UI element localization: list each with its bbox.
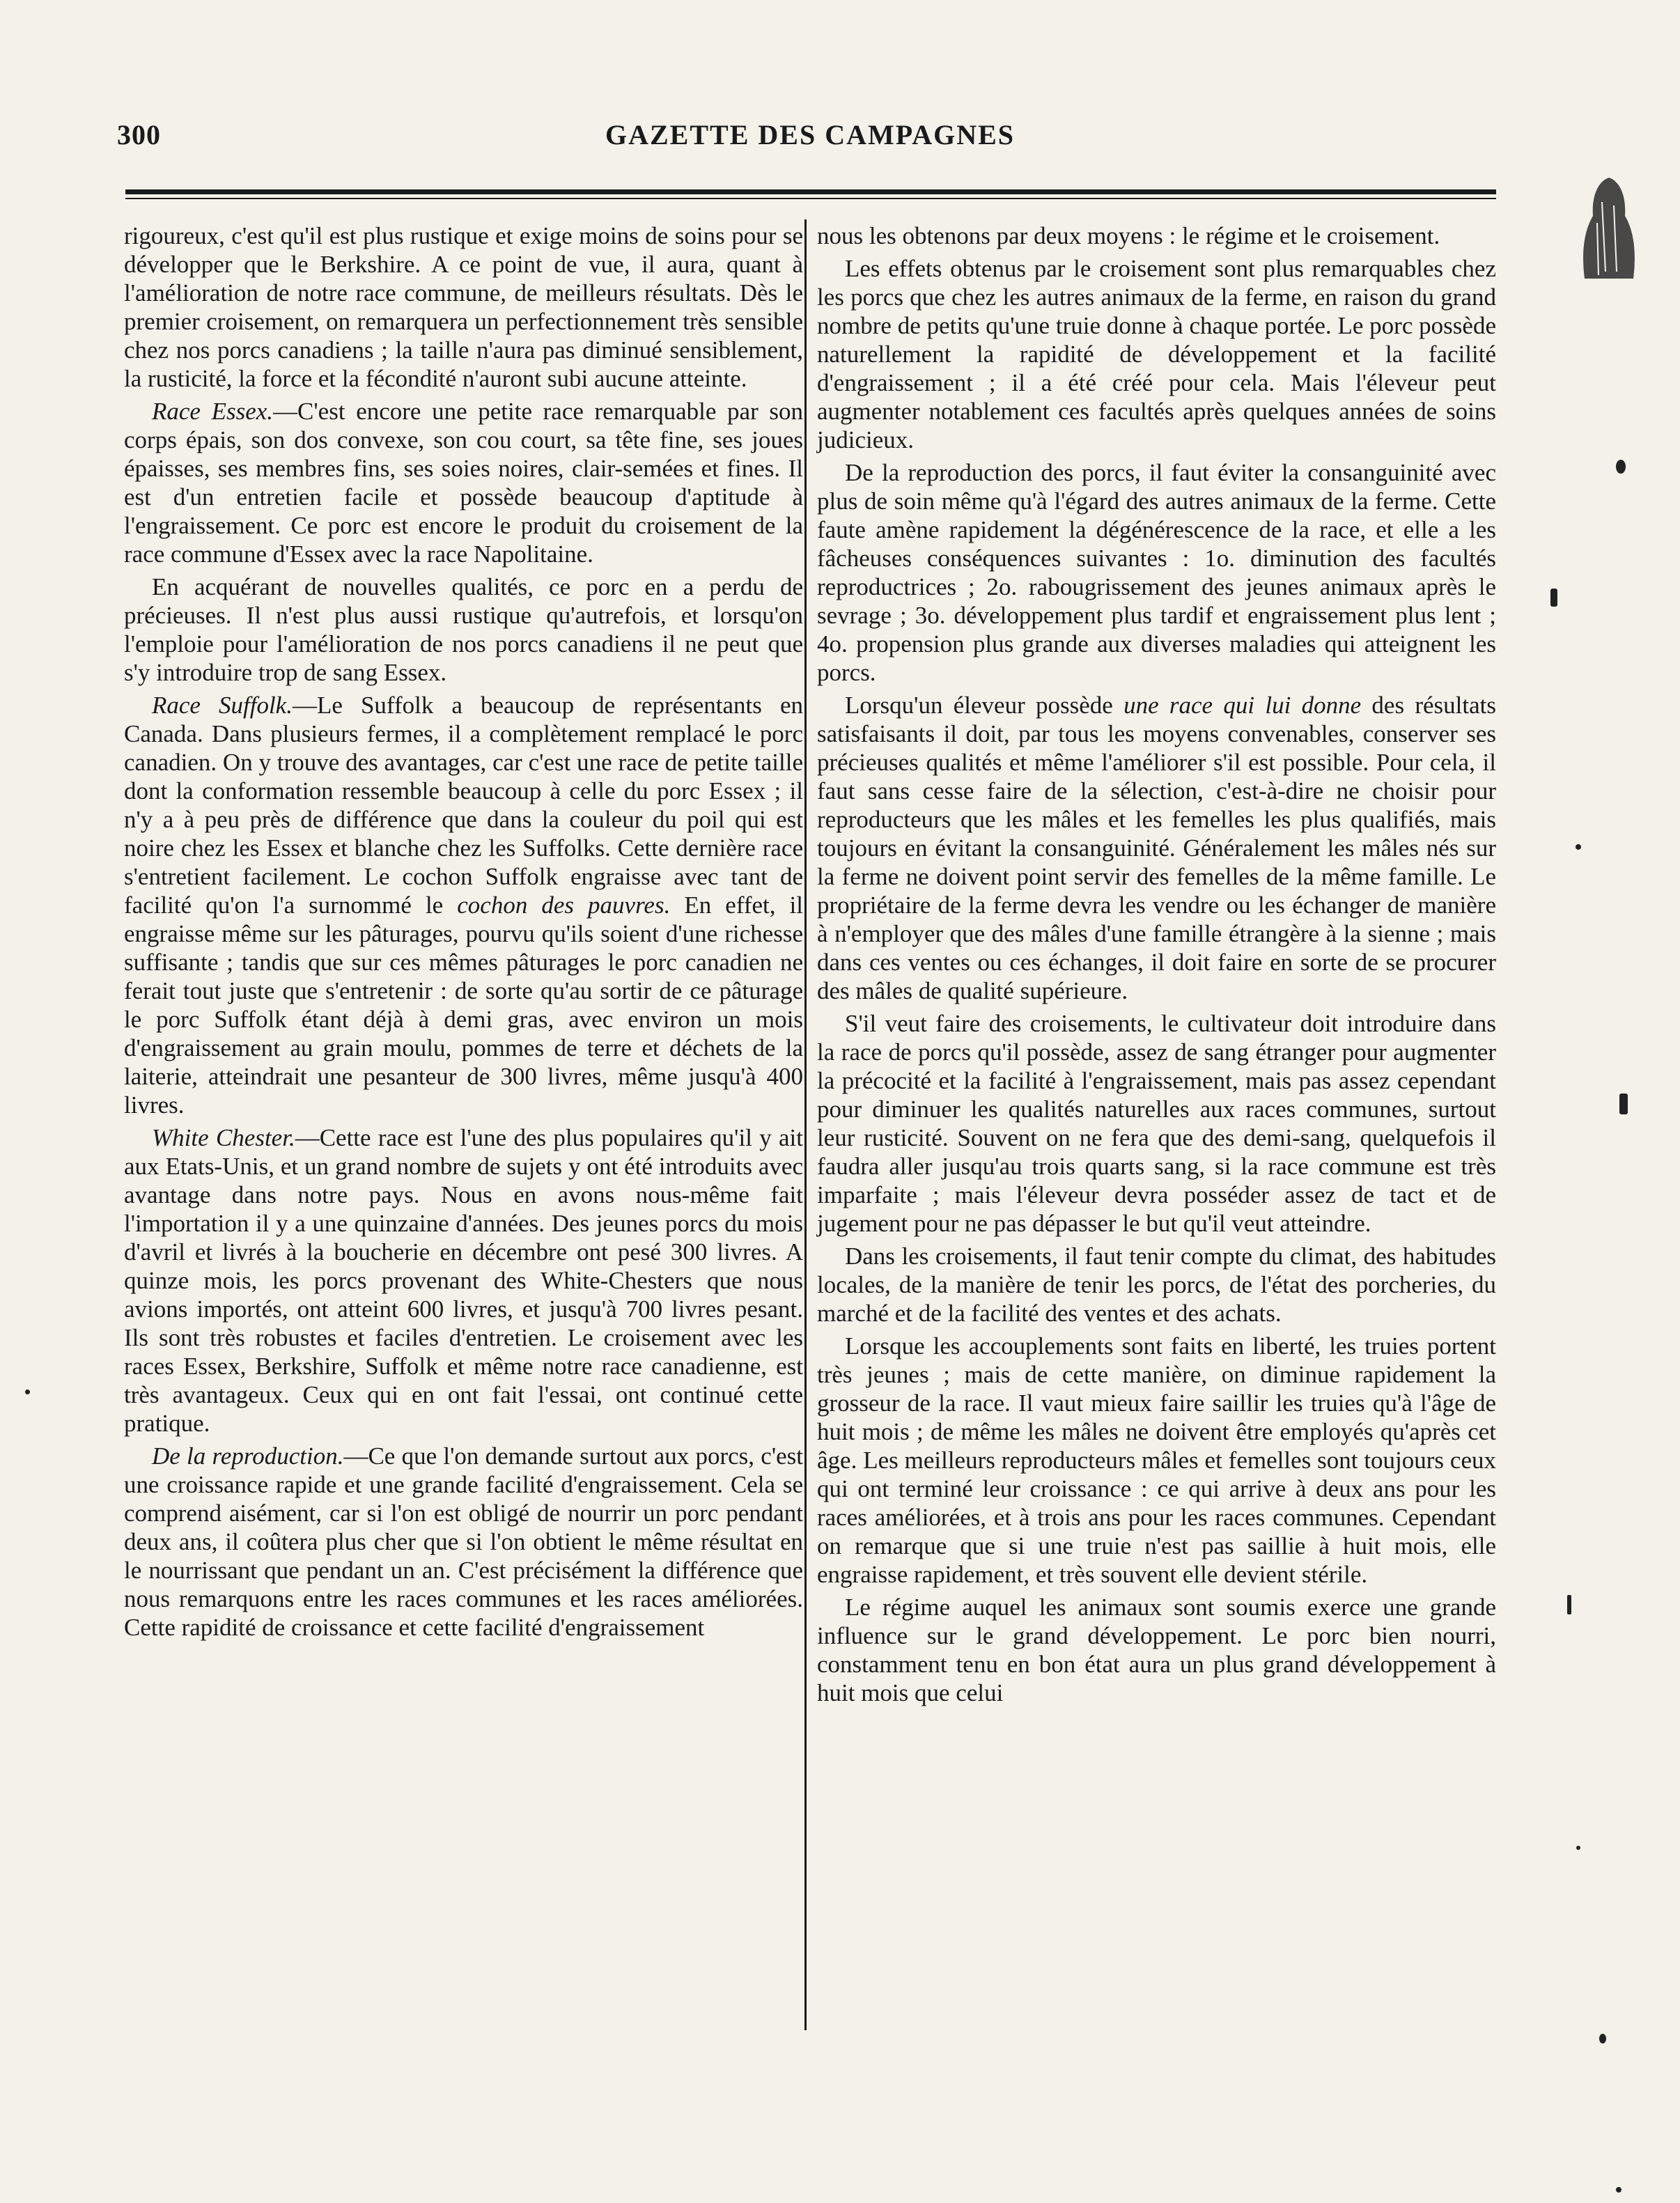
section-lead: De la reproduction. xyxy=(152,1442,344,1470)
section-lead: Race Essex. xyxy=(152,398,274,425)
margin-speck xyxy=(1616,2187,1621,2193)
margin-speck xyxy=(1550,589,1557,607)
page-header xyxy=(117,118,1503,160)
left-column xyxy=(124,221,803,1646)
paragraph: Les effets obtenus par le croisement sont plus remarquables chez les porcs que chez les autres animaux de la ferme, en raison du grand nombre de petits qu'une truie donne à chaque portée. Le porc possède naturellement la rapidité de développement et la facilité d'engraissement ; il a été créé pour cela. Mais l'éleveur peut augmenter notablement ces facultés après quelques années de soins judicieux. xyxy=(817,255,1496,453)
paragraph: De la reproduction des porcs, il faut éviter la consanguinité avec plus de soin même qu'à l'égard des autres animaux de la ferme. Cette faute amène rapidement la dégénérescence de la race, et elle a les fâcheuses conséquences suivantes : 1o. diminution des facultés reproductrices ; 2o. rabougrissement des jeunes animaux après le sevrage ; 3o. développement plus tardif et engraissement plus lent ; 4o. propension plus grande aux diverses maladies qui atteignent les porcs. xyxy=(817,459,1496,686)
paragraph-white-chester: White Chester.—Cette race est l'une des plus populaires qu'il y ait aux Etats-Unis, et un grand nombre de sujets y ont été introduits avec avantage dans notre pays. Nous en avons nous-même fait l'importation il y a une quinzaine d'années. Des jeunes porcs du mois d'avril et livrés à la boucherie en décembre ont pesé 300 livres. A quinze mois, les porcs provenant des White-Chesters que nous avions importés, ont atteint 600 livres, et jusqu'à 700 livres pesant. Ils sont très robustes et faciles d'entretien. Le croisement avec les races Essex, Berkshire, Suffolk et même notre race canadienne, est très avantageux. Ceux qui en ont fait l'essai, ont continué cette pratique. xyxy=(124,1124,803,1437)
paragraph: Lorsqu'un éleveur possède une race qui lui donne des résultats satisfaisants il doit, par tous les moyens convenables, conserver ses précieuses qualités et même l'améliorer s'il est possible. Pour cela, il faut sans cesse faire de la sélection, c'est-à-dire ne choisir pour reproducteurs que les mâles et les femelles les plus qualifiés, mais toujours en évitant la consanguinité. Généralement les mâles nés sur la ferme ne doivent point servir des femelles de la même famille. Le propriétaire de la ferme devra les vendre ou les échanger de manière à n'employer que des mâles d'une famille étrangère à la sienne ; mais dans ces ventes ou ces échanges, il doit faire en sorte de se procurer des mâles de qualité supérieure. xyxy=(817,692,1496,1004)
margin-speck xyxy=(1576,1846,1580,1850)
paragraph: nous les obtenons par deux moyens : le régime et le croisement. xyxy=(817,222,1440,249)
paragraph-reproduction: De la reproduction.—Ce que l'on demande surtout aux porcs, c'est une croissance rapide et une grande facilité d'engraissement. Cela se comprend aisément, car si l'on est obligé de nourrir un porc pendant deux ans, il coûtera plus cher que si l'on obtient le même résultat en le nourrissant que pendant un an. C'est précisément la différence que nous remarquons entre les races communes et les races améliorées. Cette rapidité de croissance et cette facilité d'engraissement xyxy=(124,1442,804,1641)
paragraph: En acquérant de nouvelles qualités, ce porc en a perdu de précieuses. Il n'est plus aussi rustique qu'autrefois, et lorsqu'on l'emploie pour l'amélioration de nos porcs canadiens il ne peut que s'y introduire trop de sang Essex. xyxy=(124,573,803,686)
margin-speck xyxy=(1616,460,1626,474)
paragraph: Lorsque les accouplements sont faits en liberté, les truies portent très jeunes ; mais de cette manière, on diminue rapidement la grosseur de la race. Il vaut mieux faire saillir les truies qu'à l'âge de huit mois ; de même les mâles ne doivent être employés qu'après cet âge. Les meilleurs reproducteurs mâles et femelles sont toujours ceux qui ont terminé leur croissance : ce qui arrive à deux ans pour les races améliorées, et à trois ans pour les races communes. Cependant on remarque que si une truie n'est pas saillie à huit mois, elle engraisse rapidement, et très souvent elle devient stérile. xyxy=(817,1332,1496,1588)
paragraph: Dans les croisements, il faut tenir compte du climat, des habitudes locales, de la manière de tenir les porcs, de l'état des porcheries, du marché et de la facilité des ventes et des achats. xyxy=(817,1243,1496,1327)
margin-speck xyxy=(25,1389,30,1394)
paragraph-race-essex: Race Essex.—C'est encore une petite race remarquable par son corps épais, son dos convexe, son cou court, sa tête fine, ses joues épaisses, ses membres fins, ses soies noires, clair-semées et fines. Il est d'un entretien facile et possède beaucoup d'aptitude à l'engraissement. Ce porc est encore le produit du croisement de la race commune d'Essex avec la race Napolitaine. xyxy=(124,398,803,568)
margin-speck xyxy=(1576,844,1581,850)
right-column xyxy=(817,221,1496,1711)
margin-speck xyxy=(1567,1595,1571,1614)
running-title: GAZETTE DES CAMPAGNES xyxy=(605,119,1015,150)
section-lead: White Chester. xyxy=(152,1124,295,1151)
paragraph: rigoureux, c'est qu'il est plus rustique et exige moins de soins pour se développer que le Berkshire. A ce point de vue, il aura, quant à l'amélioration de notre race commune, de meilleurs résultats. Dès le premier croisement, on remarquera un perfectionnement très sensible chez nos porcs canadiens ; la taille n'aura pas diminué sensiblement, la rusticité, la force et la fécondité n'auront subi aucune atteinte. xyxy=(124,222,803,392)
paragraph: S'il veut faire des croisements, le cultivateur doit introduire dans la race de porcs qu'il possède, assez de sang étranger pour augmenter la précocité et la facilité à l'engraissement, mais pas assez cependant pour diminuer les qualités naturelles aux races communes, surtout leur rusticité. Souvent on ne fera que des demi-sang, quelquefois il faudra aller jusqu'au trois quarts sang, si la race commune est très imparfaite ; mais l'éleveur devra posséder assez de tact et de jugement pour ne pas dépasser le but qu'il veut atteindre. xyxy=(817,1010,1496,1237)
column-divider xyxy=(804,219,807,2030)
page-number: 300 xyxy=(117,119,161,150)
paragraph-race-suffolk: Race Suffolk.—Le Suffolk a beaucoup de représentants en Canada. Dans plusieurs fermes, il a complètement remplacé le porc canadien. On y trouve des avantages, car c'est une race de petite taille dont la conformation ressemble beaucoup à celle du porc Essex ; il n'y a à peu près de différence que dans la couleur du poil qui est noire chez les Essex et blanche chez les Suffolks. Cette dernière race s'entretient facilement. Le cochon Suffolk engraisse avec tant de facilité qu'on l'a surnommé le cochon des pauvres. En effet, il engraisse même sur les pâturages, pourvu qu'ils soient d'une richesse suffisante ; tandis que sur ces mêmes pâturages le porc canadien ne ferait tout juste que s'entretenir : de sorte qu'au sortir de ce pâturage le porc Suffolk étant déjà à demi gras, avec environ un mois d'engraissement au grain moulu, pommes de terre et déchets de la laiterie, atteindrait une pesanteur de 300 livres, même jusqu'à 400 livres. xyxy=(124,692,804,1119)
header-rule-thin xyxy=(125,198,1496,199)
margin-speck xyxy=(1619,1093,1628,1114)
section-lead: Race Suffolk. xyxy=(152,692,293,719)
paragraph: Le régime auquel les animaux sont soumis exerce une grande influence sur le grand développement. Le porc bien nourri, constamment tenu en bon état aura un plus grand développement à huit mois que celui xyxy=(817,1594,1496,1706)
header-rule-thick xyxy=(125,189,1496,194)
margin-speck xyxy=(1599,2034,1606,2044)
margin-figure-illustration xyxy=(1571,174,1647,286)
